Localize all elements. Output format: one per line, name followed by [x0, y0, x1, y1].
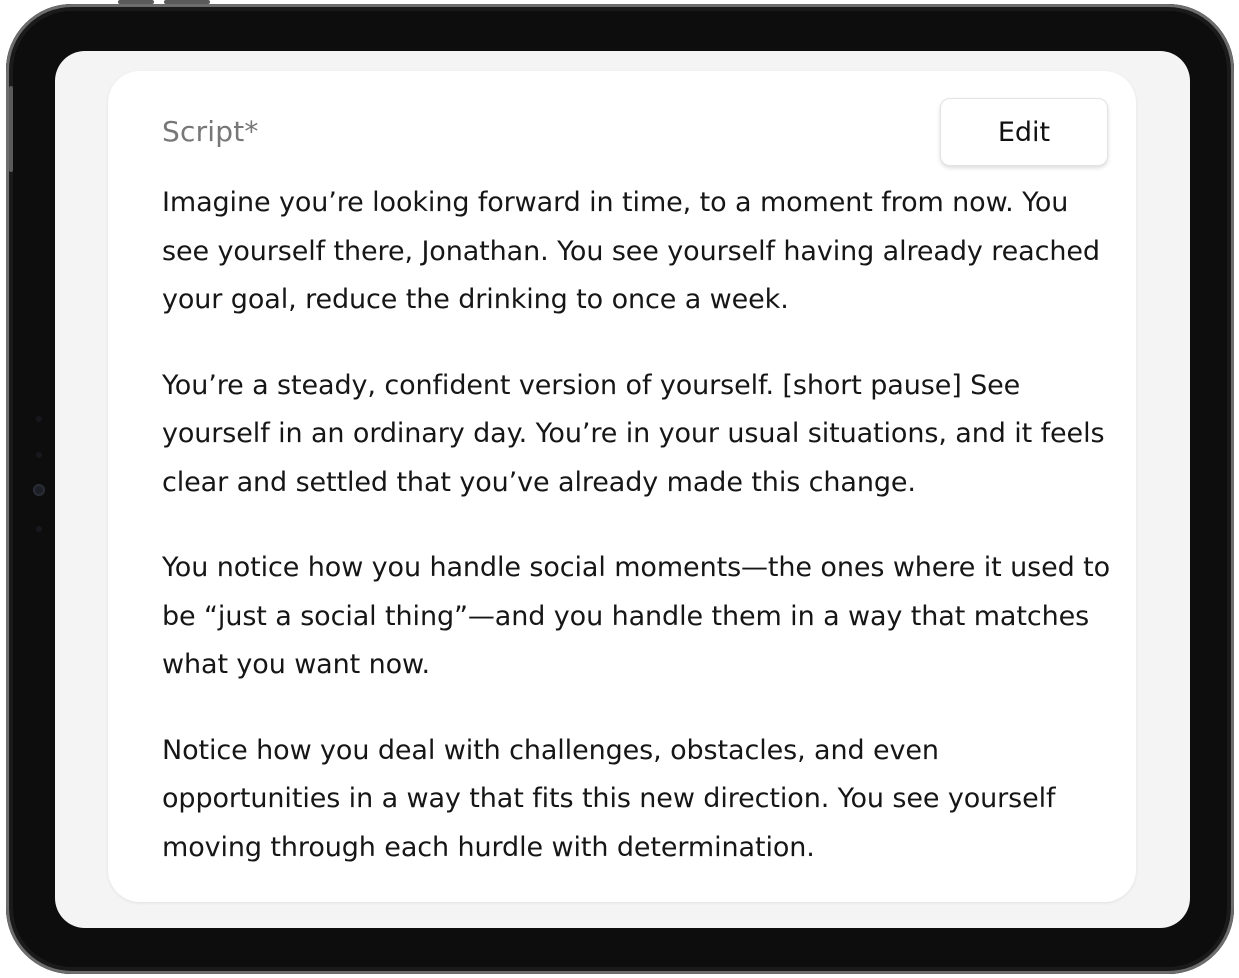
- script-text: [162, 179, 1112, 872]
- script-paragraph: You’re a steady, confident version of yourself. [short pause] See yourself in an ordinary day. You’re in your usual situations, and it feels clear and settled that you’ve already made this change.: [162, 369, 1105, 498]
- sensor-icon: [36, 526, 42, 532]
- sensor-icon: [36, 416, 42, 422]
- power-button: [9, 86, 13, 172]
- script-paragraph: You notice how you handle social moments—the ones where it used to be “just a social thing”—and you handle them in a way that matches what you want now.: [162, 552, 1111, 680]
- script-paragraph: Imagine you’re looking forward in time, to a moment from now. You see yourself there, Jonathan. You see yourself having already reached your goal, reduce the drinking to once a week.: [162, 187, 1100, 315]
- tablet-screen: [55, 51, 1190, 928]
- sensor-icon: [36, 452, 42, 458]
- script-card: [108, 71, 1136, 902]
- edit-button[interactable]: Edit: [940, 98, 1108, 166]
- script-paragraph: Notice how you deal with challenges, obstacles, and even opportunities in a way that fits this new direction. You see yourself moving through each hurdle with determination.: [162, 734, 1056, 863]
- script-label: Script*: [162, 115, 259, 148]
- front-camera-icon: [33, 484, 45, 496]
